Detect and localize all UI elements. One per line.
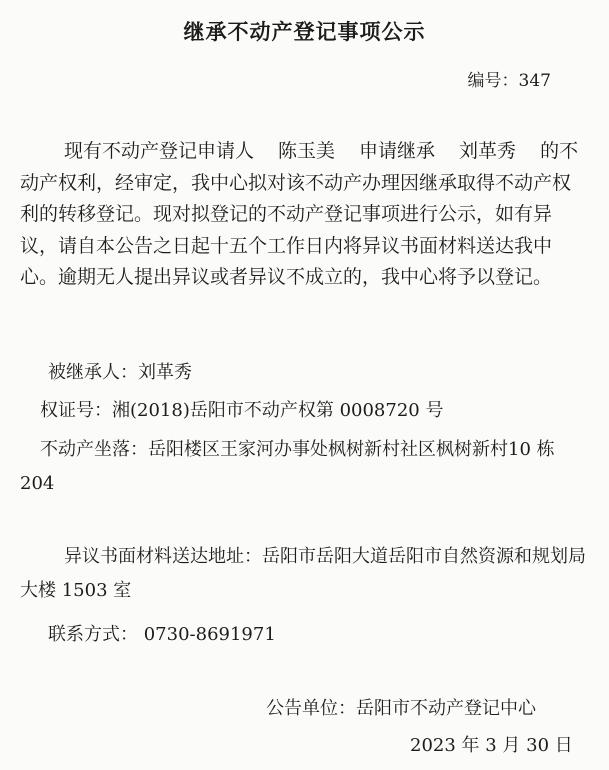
document-number: 编号：347 <box>467 71 551 91</box>
contact-line: 联系方式： 0730-8691971 <box>48 624 276 645</box>
date-line: 2023 年 3 月 30 日 <box>410 735 573 756</box>
intro-text-2: 申请继承 <box>359 140 436 162</box>
announcement-paragraph <box>20 136 588 294</box>
intro-text-3: 的不动产权利，经审定，我中心拟对该不动产办理因继承取得不动产权利的转移登记。现对拟登记的不动产登记事项进行公示，如有异议，请自本公告之日起十五个工作日内将异议书面材料送达我中心。逾期无人提出异议或者异议不成立的，我中心将予以登记。 <box>20 140 579 288</box>
document-title: 继承不动产登记事项公示 <box>183 20 426 44</box>
property-location-line: 不动产坐落：岳阳楼区王家河办事处枫树新村社区枫树新村10 栋 204 <box>20 439 555 494</box>
issuer-line: 公告单位：岳阳市不动产登记中心 <box>266 698 536 719</box>
certificate-line: 权证号：湘(2018)岳阳市不动产权第 0008720 号 <box>40 400 444 421</box>
applicant-name: 陈玉美 <box>278 140 336 162</box>
objection-address-line: 异议书面材料送达地址：岳阳市岳阳大道岳阳市自然资源和规划局大楼 1503 室 <box>20 546 586 601</box>
heir-line: 被继承人：刘革秀 <box>48 362 192 383</box>
intro-text-1: 现有不动产登记申请人 <box>64 140 255 162</box>
decedent-name: 刘革秀 <box>459 140 517 162</box>
